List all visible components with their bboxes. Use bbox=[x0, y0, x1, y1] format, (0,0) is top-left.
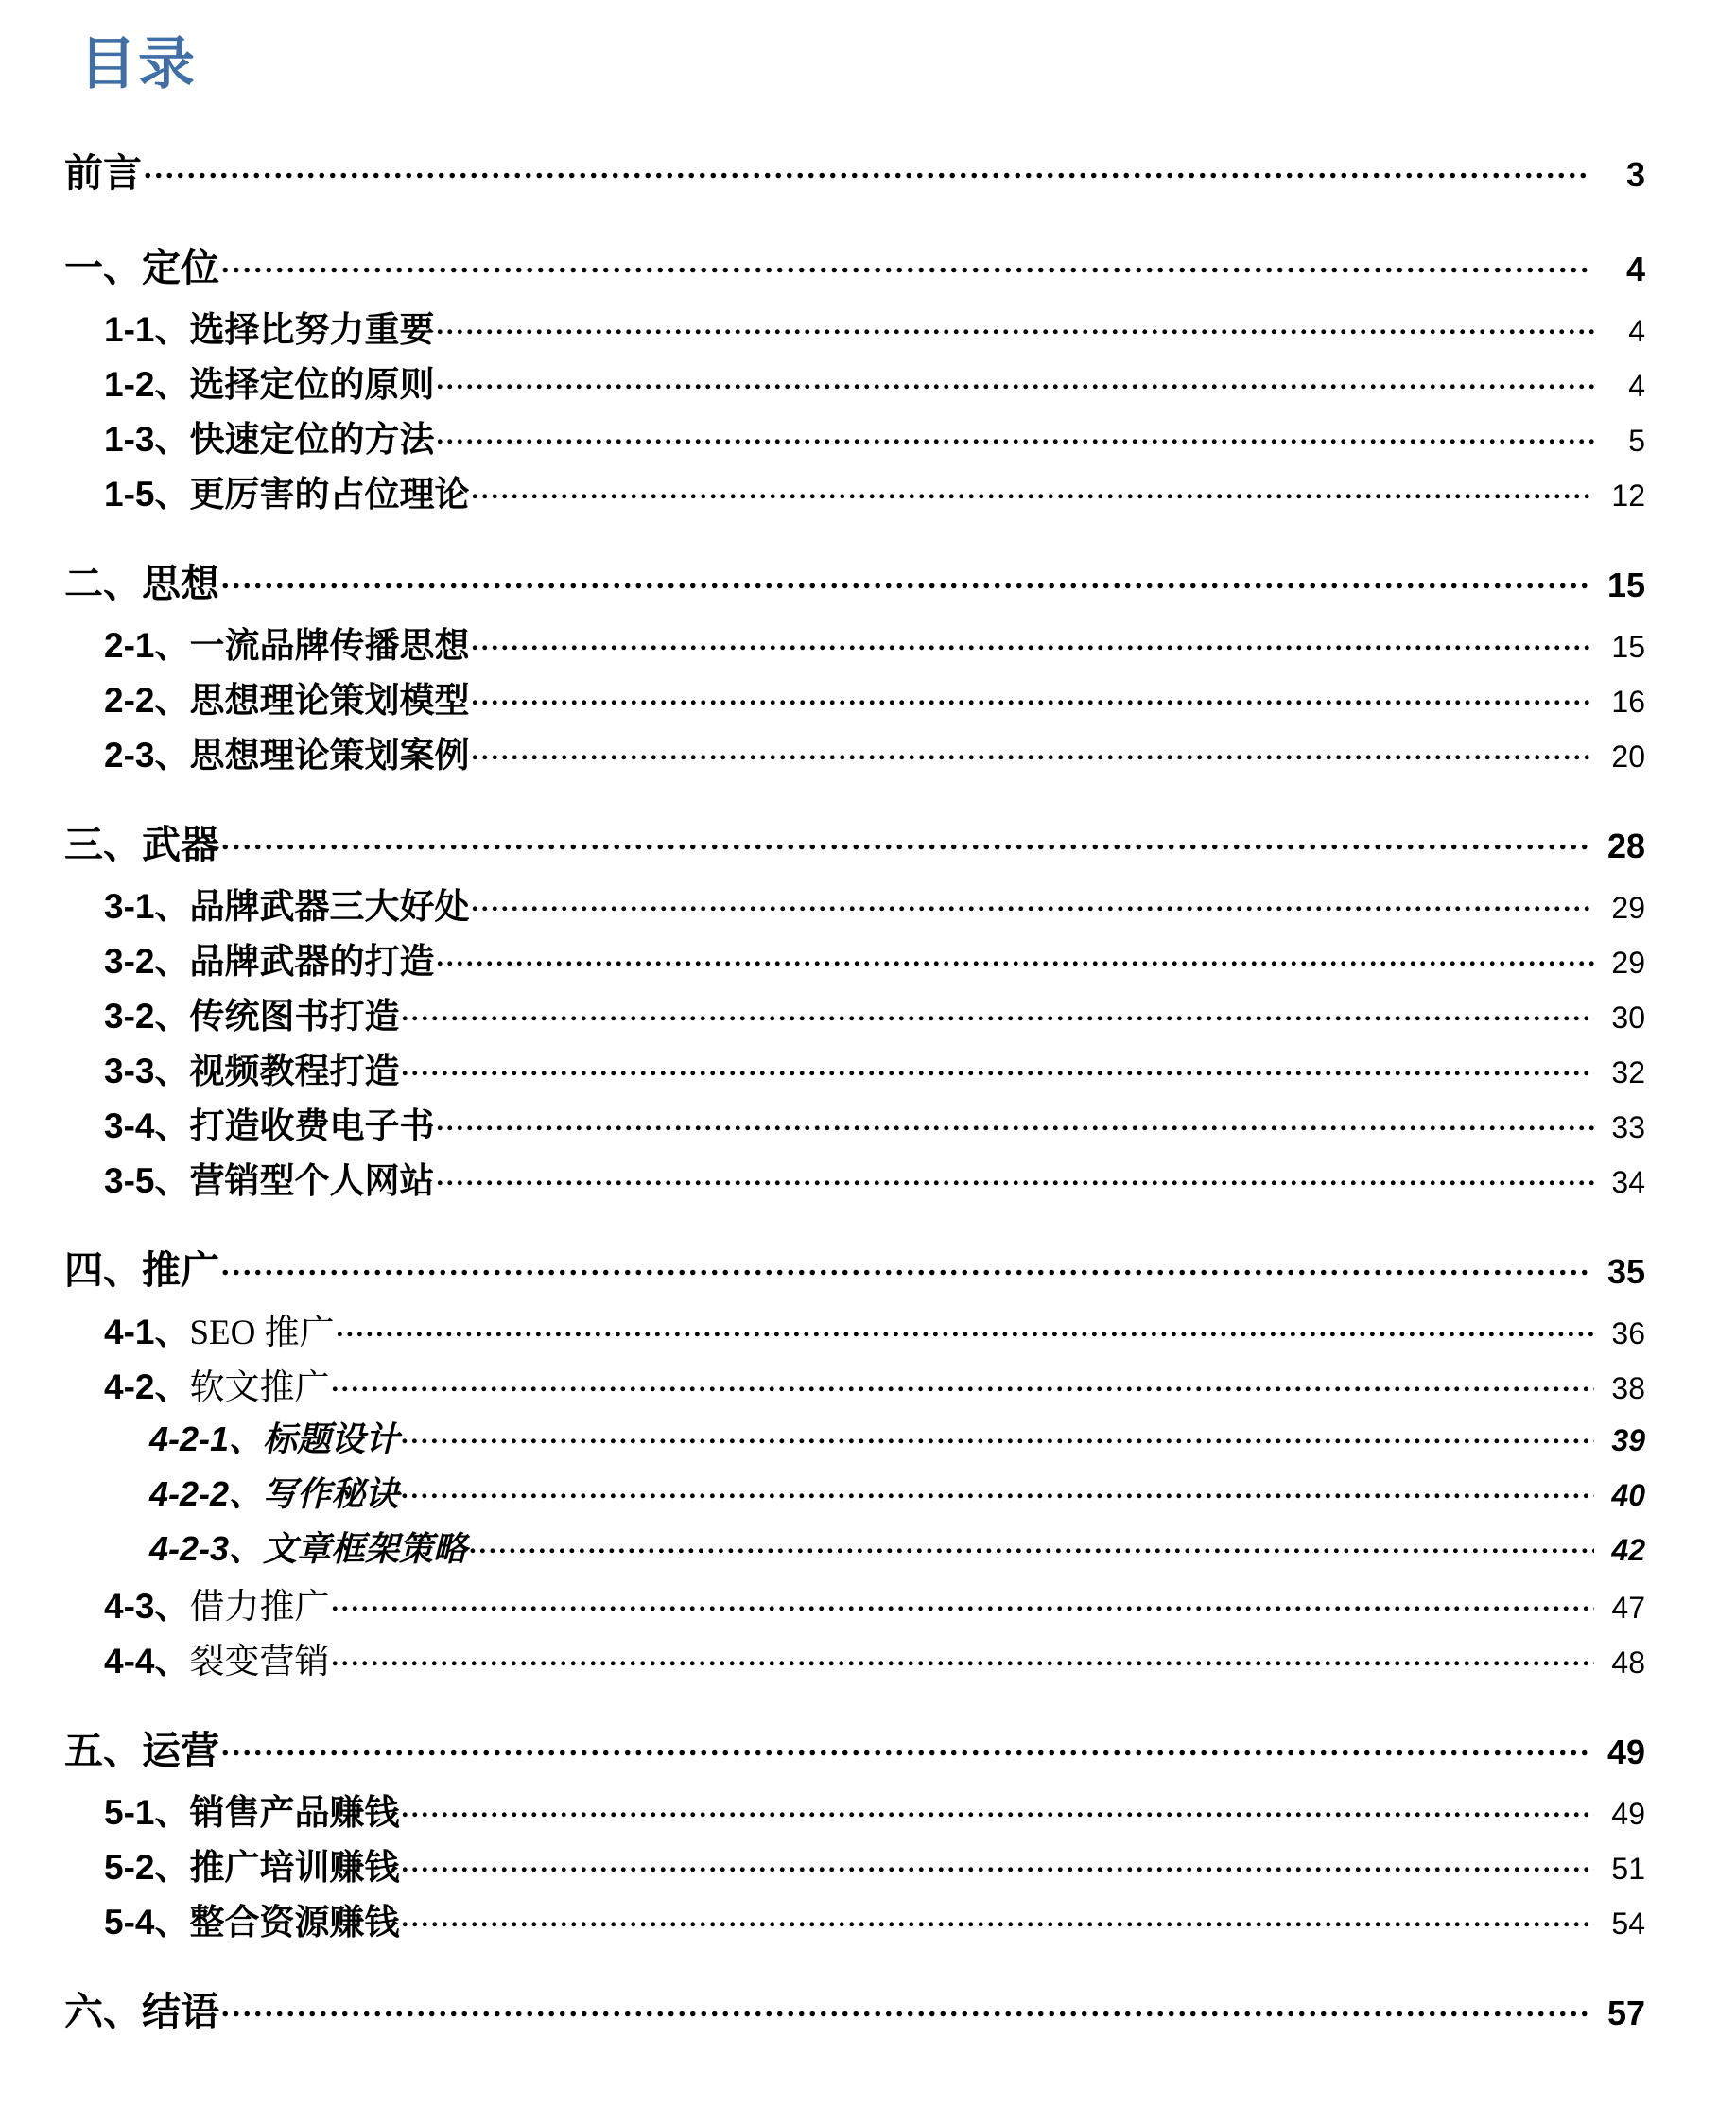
toc-entry-label bbox=[104, 671, 469, 723]
toc-entry-text: 文章框架策略 bbox=[263, 1530, 468, 1568]
toc-entry-number: 4-2-3、 bbox=[149, 1529, 264, 1568]
toc-entry-label bbox=[104, 1893, 399, 1944]
toc-entry-text: 传统图书打造 bbox=[189, 998, 400, 1036]
toc-page-number: 15 bbox=[1611, 630, 1645, 664]
toc-entry-label bbox=[64, 1980, 219, 2036]
toc-leader-dots bbox=[471, 622, 1594, 657]
toc-leader-dots bbox=[331, 1364, 1594, 1399]
toc-entry[interactable] bbox=[0, 1980, 1736, 2043]
toc-entry-label bbox=[64, 552, 219, 608]
toc-entry-label bbox=[149, 1523, 467, 1571]
toc-page-number: 40 bbox=[1611, 1478, 1645, 1512]
toc-entry-text: 结语 bbox=[142, 1990, 219, 2033]
toc-entry-label bbox=[104, 1577, 329, 1628]
toc-page-number: 15 bbox=[1606, 566, 1645, 604]
toc-entry-label bbox=[104, 932, 434, 984]
toc-entry-label bbox=[104, 1838, 399, 1889]
toc-entry-number: 2-2、 bbox=[104, 681, 190, 720]
toc-entry-label bbox=[104, 1303, 335, 1354]
toc-leader-dots bbox=[471, 471, 1594, 506]
toc-leader-dots bbox=[221, 1245, 1590, 1283]
toc-leader-dots bbox=[436, 1158, 1594, 1193]
toc-entry-label bbox=[149, 1468, 399, 1516]
toc-page-number: 57 bbox=[1606, 1994, 1645, 2032]
toc-entry-text: 借力推广 bbox=[189, 1588, 330, 1627]
toc-page-number: 30 bbox=[1611, 1001, 1645, 1035]
toc-entry-label bbox=[104, 465, 469, 516]
toc-leader-dots bbox=[337, 1309, 1594, 1344]
toc-entry-text: 营销型个人网站 bbox=[189, 1162, 435, 1201]
toc-entry-text: 销售产品赚钱 bbox=[189, 1794, 400, 1833]
toc-entry-number: 4-1、 bbox=[104, 1313, 190, 1351]
toc-entry[interactable] bbox=[0, 1303, 1736, 1358]
toc-page-number: 32 bbox=[1611, 1055, 1645, 1089]
toc-entry-number: 1-2、 bbox=[104, 365, 190, 404]
toc-entry-number: 4-4、 bbox=[104, 1642, 190, 1680]
toc-entry-number: 三、 bbox=[64, 823, 142, 866]
toc-entry-label bbox=[104, 726, 469, 777]
toc-page-number: 34 bbox=[1611, 1165, 1645, 1199]
toc-entry-text: 品牌武器的打造 bbox=[189, 943, 435, 982]
toc-entry[interactable] bbox=[0, 987, 1736, 1042]
toc-entry[interactable] bbox=[0, 1719, 1736, 1782]
toc-page-number: 29 bbox=[1611, 891, 1645, 925]
toc-entry-text: 一流品牌传播思想 bbox=[189, 627, 470, 666]
toc-leader-dots bbox=[221, 819, 1590, 858]
toc-page-number: 35 bbox=[1606, 1252, 1645, 1291]
toc-entry-number: 四、 bbox=[64, 1248, 142, 1292]
toc-entry-label bbox=[64, 813, 219, 869]
toc-entry-number: 3-5、 bbox=[104, 1161, 190, 1200]
toc-entry-text: 标题设计 bbox=[263, 1420, 400, 1458]
toc-page-number: 20 bbox=[1611, 740, 1645, 774]
toc-entry[interactable] bbox=[0, 726, 1736, 781]
toc-entry-label bbox=[104, 987, 399, 1038]
toc-entry[interactable] bbox=[0, 1893, 1736, 1948]
toc-entry-label bbox=[104, 1097, 434, 1148]
toc-entry-label bbox=[64, 1239, 219, 1295]
toc-leader-dots bbox=[436, 1103, 1594, 1138]
toc-leader-dots bbox=[436, 306, 1594, 341]
toc-entry-number: 五、 bbox=[64, 1729, 142, 1772]
toc-leader-dots bbox=[401, 1417, 1594, 1451]
toc-entry-number: 3-2、 bbox=[104, 942, 190, 981]
toc-entry-number: 4-2-2、 bbox=[149, 1474, 264, 1513]
toc-leader-dots bbox=[436, 938, 1594, 973]
toc-entry-label bbox=[64, 142, 142, 198]
toc-entry-label bbox=[64, 1719, 219, 1775]
toc-page-number: 54 bbox=[1611, 1907, 1645, 1941]
toc-leader-dots bbox=[401, 1899, 1594, 1934]
toc-entry-text: 软文推广 bbox=[189, 1368, 330, 1407]
toc-entry-text: 思想理论策划模型 bbox=[189, 682, 470, 721]
toc-entry-text: 推广 bbox=[142, 1248, 219, 1292]
toc-entry[interactable] bbox=[0, 1784, 1736, 1838]
toc-leader-dots bbox=[471, 732, 1594, 767]
toc-entry-number: 3-1、 bbox=[104, 887, 190, 926]
toc-entry-label bbox=[104, 1358, 329, 1409]
toc-entry[interactable] bbox=[0, 932, 1736, 987]
toc-entry-number: 5-1、 bbox=[104, 1793, 190, 1832]
toc-entry-label bbox=[149, 1413, 399, 1461]
toc-entry-label bbox=[104, 410, 434, 461]
toc-entry-label bbox=[104, 1632, 329, 1683]
toc-leader-dots bbox=[401, 1844, 1594, 1879]
toc-leader-dots bbox=[471, 677, 1594, 712]
toc-entry[interactable] bbox=[0, 142, 1736, 204]
toc-entry[interactable] bbox=[0, 1838, 1736, 1893]
toc-entry[interactable] bbox=[0, 1523, 1736, 1577]
toc-entry-text: 更厉害的占位理论 bbox=[189, 476, 470, 514]
toc-entry-text: 选择比努力重要 bbox=[189, 311, 435, 350]
toc-leader-dots bbox=[401, 993, 1594, 1028]
toc-leader-dots bbox=[331, 1583, 1594, 1618]
toc-entry-label bbox=[104, 878, 469, 929]
toc-entry-label bbox=[104, 301, 434, 352]
toc-leader-dots bbox=[401, 1471, 1594, 1506]
toc-entry-number: 3-3、 bbox=[104, 1052, 190, 1090]
toc-leader-dots bbox=[221, 1986, 1590, 2025]
toc-entry[interactable] bbox=[0, 1413, 1736, 1468]
toc-entry-text: 品牌武器三大好处 bbox=[189, 888, 470, 927]
toc-page-number: 16 bbox=[1611, 685, 1645, 719]
toc-entry-number: 2-1、 bbox=[104, 626, 190, 665]
toc-entry-number: 4-3、 bbox=[104, 1587, 190, 1626]
toc-leader-dots bbox=[436, 361, 1594, 396]
toc-entry-text: 运营 bbox=[142, 1729, 219, 1772]
toc-entry-number: 1-1、 bbox=[104, 310, 190, 349]
toc-entry[interactable] bbox=[0, 410, 1736, 465]
toc-entry-label bbox=[104, 1042, 399, 1093]
toc-page-number: 4 bbox=[1628, 369, 1645, 403]
toc-entry-number: 六、 bbox=[64, 1990, 142, 2033]
toc-entry[interactable] bbox=[0, 617, 1736, 671]
toc-page-number: 48 bbox=[1611, 1646, 1645, 1680]
toc-page-number: 5 bbox=[1628, 424, 1645, 458]
toc-entry-number: 一、 bbox=[64, 246, 142, 289]
table-of-contents bbox=[0, 142, 1736, 2045]
toc-entry[interactable] bbox=[0, 1097, 1736, 1152]
toc-entry-text: 武器 bbox=[142, 823, 219, 866]
toc-entry[interactable] bbox=[0, 878, 1736, 932]
toc-entry[interactable] bbox=[0, 813, 1736, 876]
toc-entry-label bbox=[64, 236, 219, 292]
toc-page-number: 49 bbox=[1606, 1733, 1645, 1771]
toc-entry-text: 思想理论策划案例 bbox=[189, 737, 470, 775]
toc-entry-number: 5-2、 bbox=[104, 1848, 190, 1887]
toc-entry-text: SEO 推广 bbox=[189, 1314, 335, 1352]
toc-entry-text: 写作秘诀 bbox=[263, 1475, 400, 1513]
toc-page-number: 47 bbox=[1611, 1591, 1645, 1625]
toc-entry[interactable] bbox=[0, 1239, 1736, 1301]
toc-page-number: 42 bbox=[1611, 1533, 1645, 1567]
toc-entry[interactable] bbox=[0, 236, 1736, 299]
toc-entry-number: 4-2、 bbox=[104, 1367, 190, 1406]
toc-page-number: 12 bbox=[1611, 479, 1645, 513]
toc-entry-text: 裂变营销 bbox=[189, 1643, 330, 1681]
toc-leader-dots bbox=[471, 883, 1594, 918]
toc-leader-dots bbox=[436, 416, 1594, 451]
toc-entry[interactable] bbox=[0, 301, 1736, 356]
toc-entry[interactable] bbox=[0, 552, 1736, 615]
toc-page-number: 49 bbox=[1611, 1797, 1645, 1831]
toc-entry[interactable] bbox=[0, 356, 1736, 410]
toc-entry-label bbox=[104, 1784, 399, 1835]
toc-entry-number: 4-2-1、 bbox=[149, 1419, 264, 1458]
toc-leader-dots bbox=[221, 558, 1590, 597]
toc-entry-text: 快速定位的方法 bbox=[189, 421, 435, 460]
toc-page-number: 36 bbox=[1611, 1316, 1645, 1350]
toc-page-number: 33 bbox=[1611, 1110, 1645, 1144]
toc-page-number: 3 bbox=[1625, 155, 1645, 194]
toc-entry-text: 打造收费电子书 bbox=[189, 1107, 435, 1146]
toc-page-number: 51 bbox=[1611, 1852, 1645, 1886]
toc-entry[interactable] bbox=[0, 465, 1736, 520]
toc-entry-number: 1-3、 bbox=[104, 420, 190, 459]
toc-leader-dots bbox=[331, 1638, 1594, 1673]
toc-entry-label bbox=[104, 1152, 434, 1203]
toc-page-number: 4 bbox=[1628, 314, 1645, 348]
toc-leader-dots bbox=[221, 242, 1590, 281]
toc-entry-text: 选择定位的原则 bbox=[189, 366, 435, 405]
toc-entry-label bbox=[104, 356, 434, 407]
toc-entry-number: 5-4、 bbox=[104, 1903, 190, 1942]
page-title: 目录 bbox=[79, 33, 197, 96]
toc-page-number: 38 bbox=[1611, 1371, 1645, 1405]
toc-entry-text: 前言 bbox=[64, 151, 142, 195]
toc-page-number: 29 bbox=[1611, 946, 1645, 980]
toc-leader-dots bbox=[221, 1725, 1590, 1764]
toc-leader-dots bbox=[469, 1526, 1594, 1560]
toc-leader-dots bbox=[144, 148, 1590, 186]
toc-entry-label bbox=[104, 617, 469, 668]
toc-entry[interactable] bbox=[0, 1577, 1736, 1632]
toc-leader-dots bbox=[401, 1048, 1594, 1083]
toc-entry-number: 3-4、 bbox=[104, 1106, 190, 1145]
toc-entry[interactable] bbox=[0, 1358, 1736, 1413]
toc-entry-number: 1-5、 bbox=[104, 475, 190, 514]
toc-leader-dots bbox=[401, 1789, 1594, 1824]
toc-entry-text: 推广培训赚钱 bbox=[189, 1849, 400, 1888]
toc-page-number: 28 bbox=[1606, 827, 1645, 865]
toc-entry-number: 二、 bbox=[64, 562, 142, 605]
toc-entry[interactable] bbox=[0, 671, 1736, 726]
toc-entry[interactable] bbox=[0, 1468, 1736, 1523]
toc-entry-text: 定位 bbox=[142, 246, 219, 289]
toc-entry[interactable] bbox=[0, 1042, 1736, 1097]
toc-entry-number: 3-2、 bbox=[104, 997, 190, 1036]
toc-entry[interactable] bbox=[0, 1152, 1736, 1207]
toc-page-number: 39 bbox=[1611, 1423, 1645, 1457]
toc-entry-text: 思想 bbox=[142, 562, 219, 605]
toc-entry-text: 整合资源赚钱 bbox=[189, 1904, 400, 1942]
toc-entry-text: 视频教程打造 bbox=[189, 1053, 400, 1091]
toc-entry[interactable] bbox=[0, 1632, 1736, 1687]
toc-entry-number: 2-3、 bbox=[104, 736, 190, 775]
toc-page-number: 4 bbox=[1625, 250, 1645, 288]
